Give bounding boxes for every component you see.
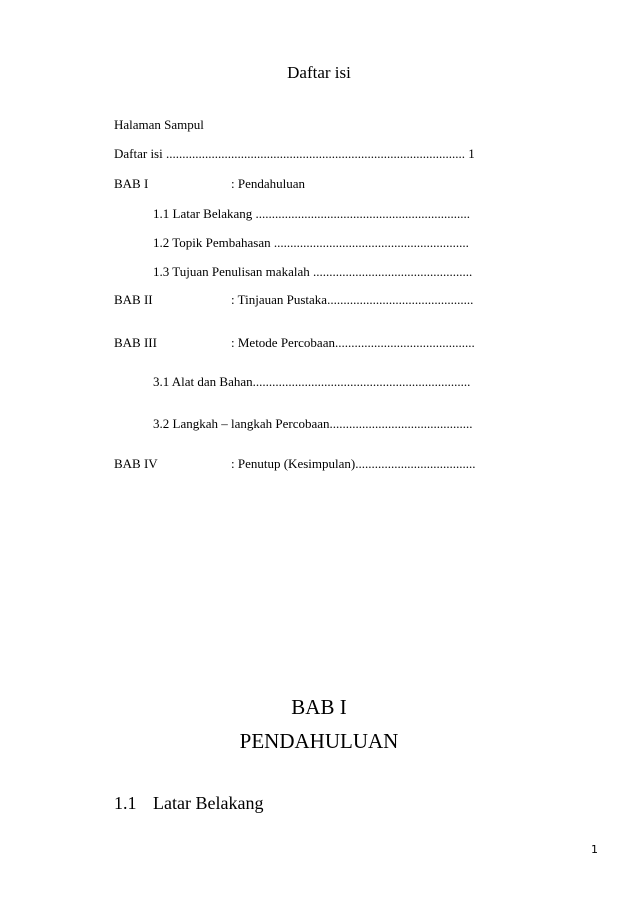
toc-sub-1-3: 1.3 Tujuan Penulisan makalah ................................................. <box>153 264 473 279</box>
toc-bab-1-desc: : Pendahuluan <box>231 176 306 191</box>
toc-bab-3-desc: : Metode Percobaan........................................... <box>231 335 475 350</box>
toc-bab-2-label: BAB II <box>114 292 153 307</box>
section-heading <box>114 794 263 812</box>
toc-bab-4-desc: : Penutup (Kesimpulan)..................................... <box>231 456 476 471</box>
toc-sub-3-1: 3.1 Alat dan Bahan................................................................... <box>153 374 471 389</box>
chapter-label: BAB I <box>291 695 347 719</box>
toc-sub-1-2: 1.2 Topik Pembahasan ............................................................ <box>153 235 469 250</box>
toc-sub-3-2: 3.2 Langkah – langkah Percobaan............................................ <box>153 416 473 431</box>
page-number: 1 <box>591 843 598 856</box>
toc-bab-4-label: BAB IV <box>114 456 158 471</box>
section-title: Latar Belakang <box>153 793 264 813</box>
toc-bab-2-desc: : Tinjauan Pustaka............................................. <box>231 292 474 307</box>
toc-sub-1-1: 1.1 Latar Belakang .................................................................. <box>153 206 471 221</box>
chapter-name: PENDAHULUAN <box>239 729 399 753</box>
toc-bab-3-label: BAB III <box>114 335 157 350</box>
section-number: 1.1 <box>114 793 137 813</box>
toc-halaman-sampul: Halaman Sampul <box>114 117 204 132</box>
toc-daftar-isi: Daftar isi ............................................................................................ 1 <box>114 146 475 161</box>
toc-bab-1-label: BAB I <box>114 176 149 191</box>
toc-title: Daftar isi <box>287 63 351 82</box>
